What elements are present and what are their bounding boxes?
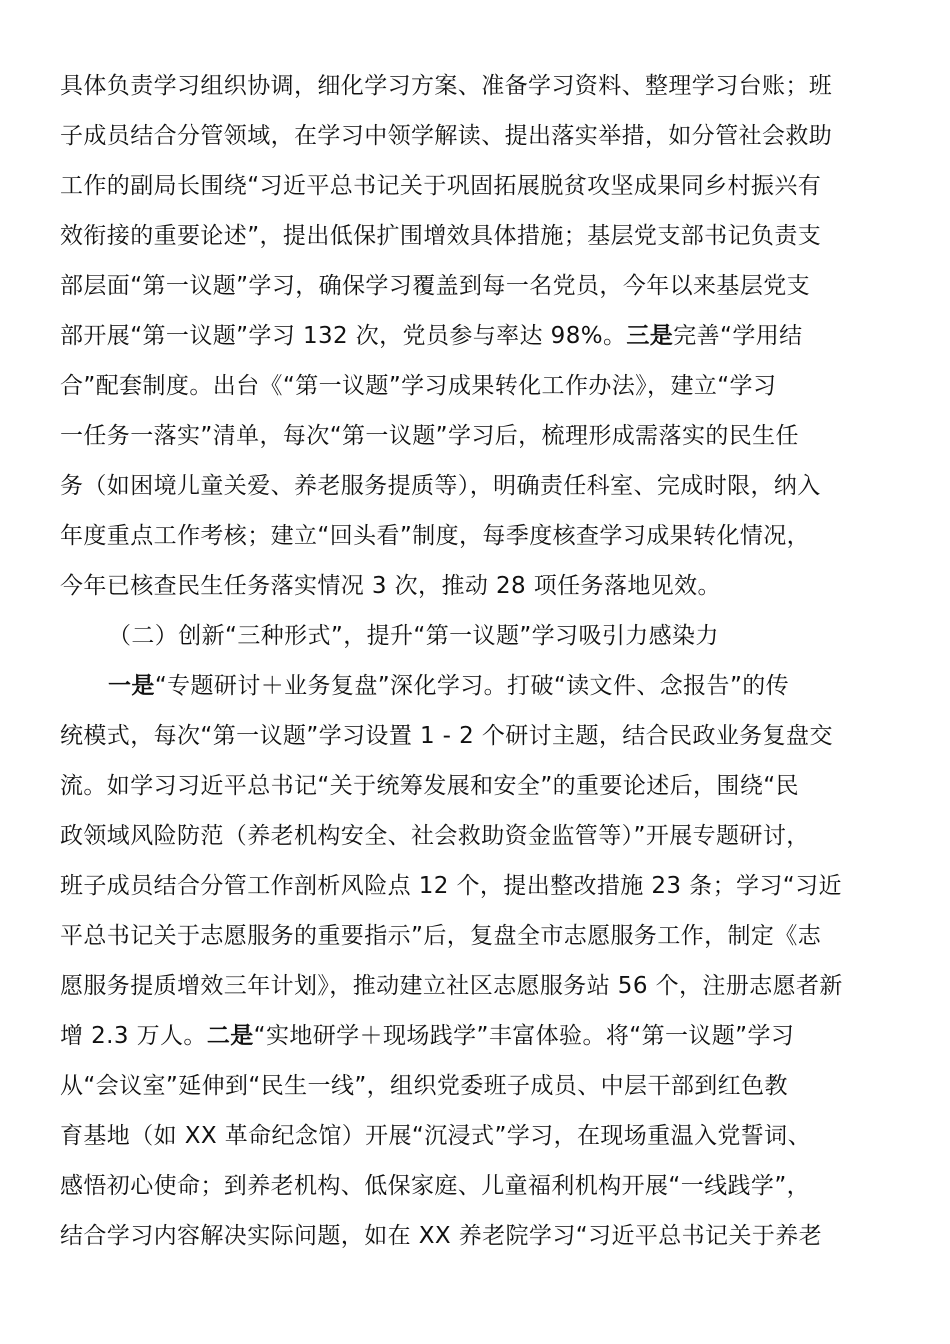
paragraph-line (60, 462, 890, 511)
line-text: “专题研讨＋业务复盘”深化学习。打破“读文件、念报告”的传 (154, 673, 790, 699)
paragraph-line (60, 812, 890, 861)
paragraph-line (60, 312, 890, 361)
lead-phrase: 三是 (626, 323, 674, 349)
paragraph-line (60, 962, 890, 1011)
line-text: 工作的副局长围绕“习近平总书记关于巩固拓展脱贫攻坚成果同乡村振兴有 (60, 173, 822, 199)
paragraph-line (60, 362, 890, 411)
line-text: 增 2.3 万人。 (60, 1023, 207, 1049)
line-text: 育基地（如 XX 革命纪念馆）开展“沉浸式”学习，在现场重温入党誓词、 (60, 1123, 811, 1149)
paragraph-line (60, 412, 890, 461)
line-text: 从“会议室”延伸到“民生一线”，组织党委班子成员、中层干部到红色教 (60, 1073, 788, 1099)
line-text: 平总书记关于志愿服务的重要指示”后，复盘全市志愿服务工作，制定《志 (60, 923, 822, 949)
line-text: 年度重点工作考核；建立“回头看”制度，每季度核查学习成果转化情况， (60, 523, 811, 549)
paragraph-line (60, 512, 890, 561)
line-text: 政领域风险防范（养老机构安全、社会救助资金监管等）”开展专题研讨， (60, 823, 810, 849)
paragraph-line (60, 212, 890, 261)
line-text: 务（如困境儿童关爱、养老服务提质等），明确责任科室、完成时限，纳入 (60, 473, 821, 499)
line-text: 感悟初心使命；到养老机构、低保家庭、儿童福利机构开展“一线践学”， (60, 1173, 811, 1199)
paragraph-line (60, 1062, 890, 1111)
paragraph-line (108, 662, 890, 711)
paragraph-line (60, 262, 890, 311)
paragraph-line (60, 712, 890, 761)
line-text: 部层面“第一议题”学习，确保学习覆盖到每一名党员，今年以来基层党支 (60, 273, 811, 299)
paragraph-line (60, 62, 890, 111)
paragraph-line (60, 562, 890, 611)
line-text: 效衔接的重要论述”，提出低保扩围增效具体措施；基层党支部书记负责支 (60, 223, 822, 249)
section-heading (108, 612, 890, 661)
lead-phrase: 二是 (206, 1023, 254, 1049)
line-text: 合”配套制度。出台《“第一议题”学习成果转化工作办法》，建立“学习 (60, 373, 777, 399)
line-text: 一任务一落实”清单，每次“第一议题”学习后，梳理形成需落实的民生任 (60, 423, 799, 449)
paragraph-line (60, 1012, 890, 1061)
line-text: 愿服务提质增效三年计划》，推动建立社区志愿服务站 56 个，注册志愿者新 (60, 973, 843, 999)
paragraph-line (60, 1162, 890, 1211)
line-text: 统模式，每次“第一议题”学习设置 1 - 2 个研讨主题，结合民政业务复盘交 (60, 723, 833, 749)
line-text: 完善“学用结 (673, 323, 803, 349)
paragraph-line (60, 1112, 890, 1161)
line-text: 流。如学习习近平总书记“关于统筹发展和安全”的重要论述后，围绕“民 (60, 773, 799, 799)
line-text: 结合学习内容解决实际问题，如在 XX 养老院学习“习近平总书记关于养老 (60, 1223, 823, 1249)
lead-phrase: 一是 (108, 673, 155, 699)
paragraph-line (60, 112, 890, 161)
line-text: 子成员结合分管领域，在学习中领学解读、提出落实举措，如分管社会救助 (60, 123, 833, 149)
heading-text: （二）创新“三种形式”，提升“第一议题”学习吸引力感染力 (108, 623, 719, 649)
line-text: 班子成员结合分管工作剖析风险点 12 个，提出整改措施 23 条；学习“习近 (60, 873, 842, 899)
paragraph-line (60, 762, 890, 811)
line-text: 部开展“第一议题”学习 132 次，党员参与率达 98%。 (60, 323, 627, 349)
paragraph-line (60, 1212, 890, 1261)
line-text: 今年已核查民生任务落实情况 3 次，推动 28 项任务落地见效。 (60, 573, 721, 599)
paragraph-line (60, 912, 890, 961)
line-text: 具体负责学习组织协调，细化学习方案、准备学习资料、整理学习台账；班 (60, 73, 833, 99)
paragraph-line (60, 862, 890, 911)
paragraph-line (60, 162, 890, 211)
line-text: “实地研学＋现场践学”丰富体验。将“第一议题”学习 (253, 1023, 795, 1049)
